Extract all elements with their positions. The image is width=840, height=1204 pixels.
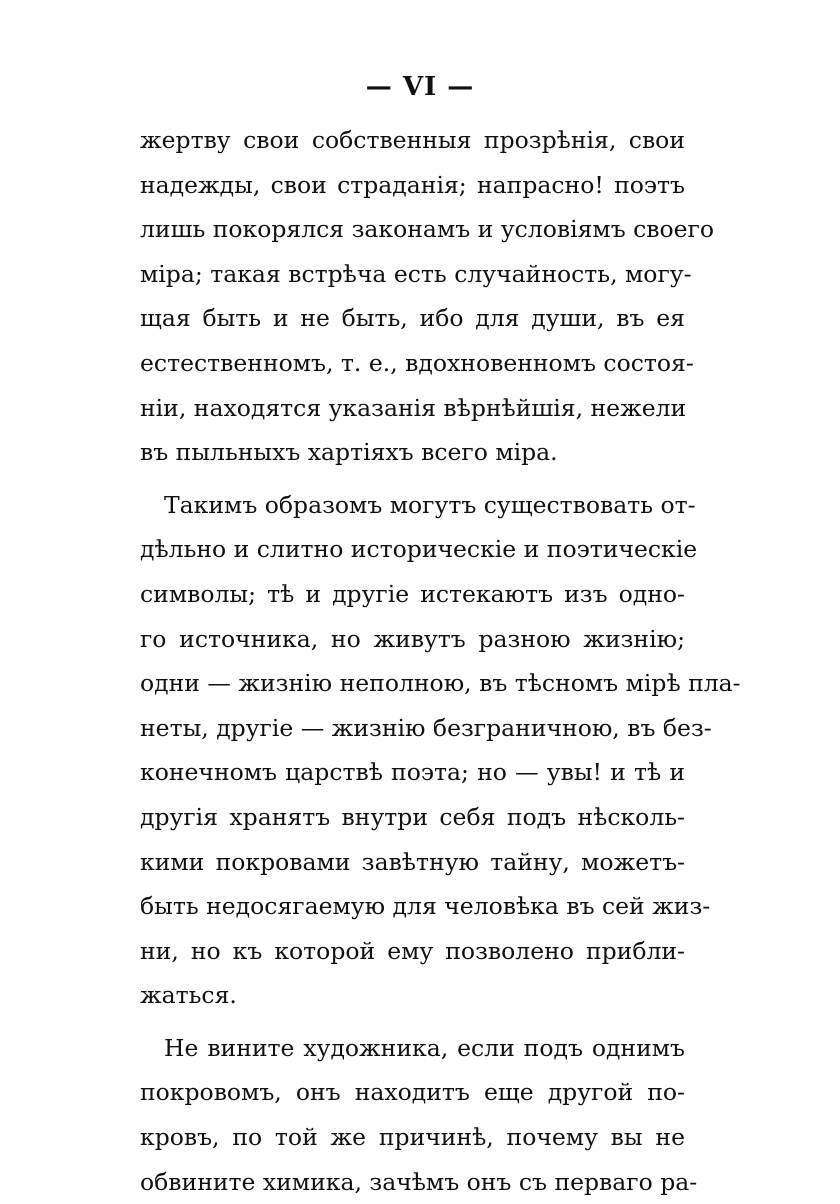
paragraph xyxy=(140,118,715,475)
text-line: быть недосягаемую для человѣка въ сей жиз- xyxy=(140,892,711,921)
text-line: обвините химика, зачѣмъ онъ съ перваго ра- xyxy=(140,1167,698,1196)
page-number: — VI — xyxy=(365,72,475,102)
text-line: покровомъ, онъ находитъ еще другой по- xyxy=(140,1078,685,1107)
text-line: міра; такая встрѣча есть случайность, могу- xyxy=(140,259,692,288)
text-line: жаться. xyxy=(140,981,237,1010)
text-line: Такимъ образомъ могутъ существовать от- xyxy=(164,490,696,519)
paragraph xyxy=(140,1026,698,1204)
text-line: символы; тѣ и другіе истекаютъ изъ одно- xyxy=(140,579,685,608)
text-line: жертву свои собственныя прозрѣнія, свои xyxy=(140,126,685,154)
page-text xyxy=(140,118,741,1204)
text-line: ніи, находятся указанія вѣрнѣйшія, нежели xyxy=(140,393,687,422)
text-line: въ пыльныхъ хартіяхъ всего міра. xyxy=(140,438,558,467)
paragraph xyxy=(140,483,741,1018)
text-line: одни — жизнію неполною, въ тѣсномъ мірѣ пла- xyxy=(140,669,741,698)
text-line: Не вините художника, если подъ однимъ xyxy=(164,1033,685,1062)
text-line: го источника, но живутъ разною жизнію; xyxy=(140,624,685,653)
text-line: щая быть и не быть, ибо для души, въ ея xyxy=(140,304,685,333)
text-line: надежды, свои страданія; напрасно! поэтъ xyxy=(140,170,685,199)
text-line: дѣльно и слитно историческіе и поэтическіе xyxy=(140,535,698,564)
text-line: лишь покорялся законамъ и условіямъ своего xyxy=(140,215,715,244)
text-line: другія хранятъ внутри себя подъ нѣсколь- xyxy=(140,802,685,831)
text-line: неты, другіе — жизнію безграничною, въ без- xyxy=(140,713,712,742)
text-line: кими покровами завѣтную тайну, можетъ- xyxy=(140,847,685,876)
text-line: ни, но къ которой ему позволено прибли- xyxy=(140,936,685,965)
text-line: естественномъ, т. е., вдохновенномъ состоя- xyxy=(140,348,694,377)
text-line: конечномъ царствѣ поэта; но — увы! и тѣ и xyxy=(140,758,685,787)
text-line: кровъ, по той же причинѣ, почему вы не xyxy=(140,1123,685,1152)
